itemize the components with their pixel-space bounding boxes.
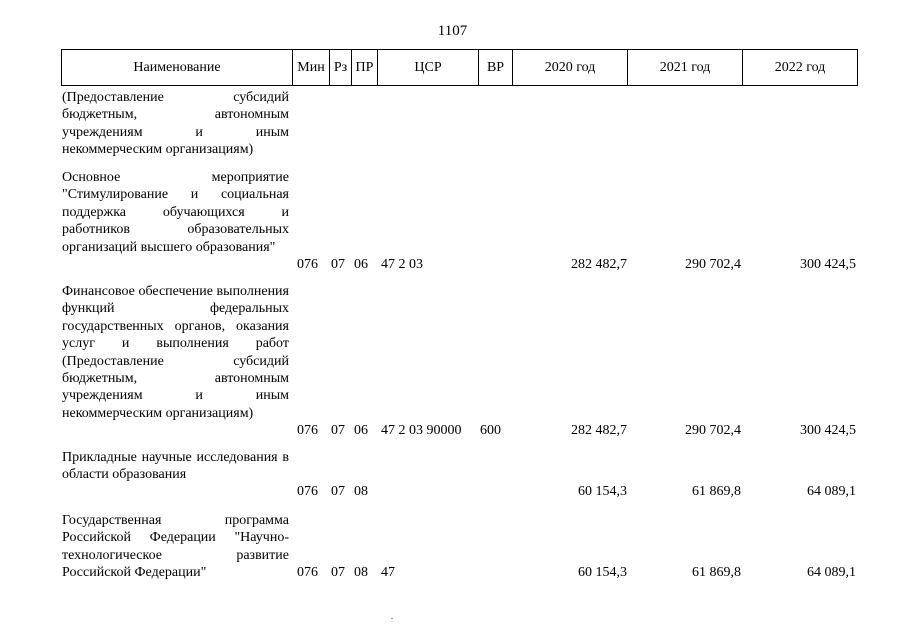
row-min: 076 <box>297 484 318 499</box>
row-2022: 64 089,1 <box>807 565 856 580</box>
row-rz: 07 <box>331 423 345 438</box>
header-2020: 2020 год <box>513 50 628 85</box>
header-csr: ЦСР <box>378 50 479 85</box>
row-2022: 300 424,5 <box>800 257 856 272</box>
row-2020: 60 154,3 <box>578 565 627 580</box>
row-rz: 07 <box>331 484 345 499</box>
row-vr: 600 <box>480 423 501 438</box>
header-name: Наименование <box>62 50 293 85</box>
row-csr: 47 <box>381 565 395 580</box>
row-2021: 290 702,4 <box>685 423 741 438</box>
header-pr: ПР <box>352 50 378 85</box>
row-2022: 300 424,5 <box>800 423 856 438</box>
row-2020: 60 154,3 <box>578 484 627 499</box>
row-name: Прикладные научные исследования в области образования <box>62 450 289 483</box>
row-2022: 64 089,1 <box>807 484 856 499</box>
row-min: 076 <box>297 423 318 438</box>
row-pr: 06 <box>354 257 368 272</box>
row-min: 076 <box>297 257 318 272</box>
header-2021: 2021 год <box>628 50 743 85</box>
scan-speck <box>391 618 393 619</box>
row-name: Основное мероприятие "Стимулирование и социальная поддержка обучающихся и работников образовательных организаций высшего образования" <box>62 170 289 255</box>
row-rz: 07 <box>331 565 345 580</box>
row-pr: 08 <box>354 565 368 580</box>
row-2021: 61 869,8 <box>692 484 741 499</box>
row-name: (Предоставление субсидий бюджетным, автономным учреждениям и иным некоммерческим организациям) <box>62 90 289 158</box>
page-number: 1107 <box>437 23 468 39</box>
row-csr: 47 2 03 <box>381 257 423 272</box>
header-min: Мин <box>293 50 330 85</box>
row-name: Государственная программа Российской Федерации "Научно-технологическое развитие Российской Федерации" <box>62 513 289 581</box>
row-2021: 61 869,8 <box>692 565 741 580</box>
row-min: 076 <box>297 565 318 580</box>
row-pr: 06 <box>354 423 368 438</box>
header-rz: Рз <box>330 50 352 85</box>
header-2022: 2022 год <box>774 60 826 75</box>
row-pr: 08 <box>354 484 368 499</box>
row-rz: 07 <box>331 257 345 272</box>
row-2020: 282 482,7 <box>571 257 627 272</box>
row-name: Финансовое обеспечение выполнения функций федеральных государственных органов, оказания услуг и выполнения работ (Предоставление субсидий бюджетным, автономным учреждениям и иным некоммерческим организациям) <box>62 284 289 421</box>
row-csr: 47 2 03 90000 <box>381 423 462 438</box>
table-header <box>61 49 858 86</box>
row-2020: 282 482,7 <box>571 423 627 438</box>
header-vr: ВР <box>479 50 513 85</box>
row-2021: 290 702,4 <box>685 257 741 272</box>
